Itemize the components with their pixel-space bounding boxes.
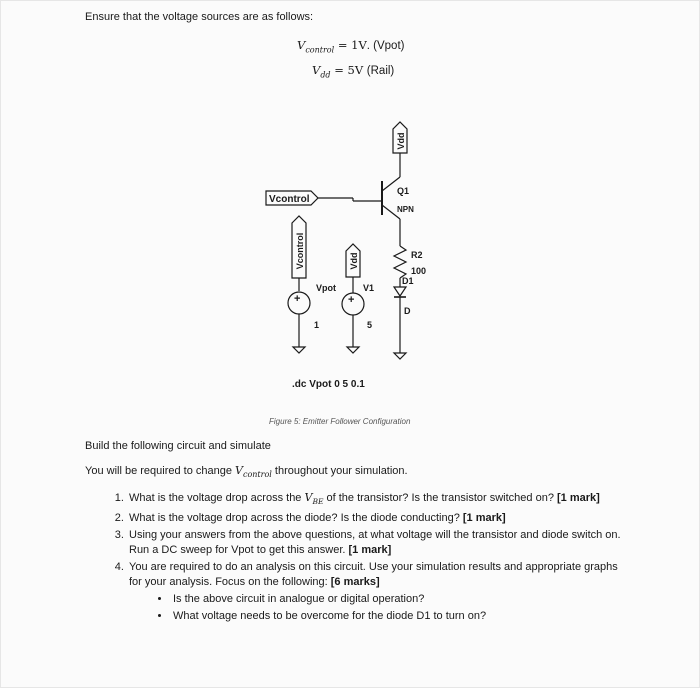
vcontrol-input-label: Vcontrol bbox=[269, 194, 310, 205]
bullet-item: • Is the above circuit in analogue or digital operation? bbox=[171, 592, 627, 607]
v1-value: 5 bbox=[367, 320, 373, 330]
question-4: 4. You are required to do an analysis on this circuit. Use your simulation results and appropriate graphs for your analysis. Focus on the following: [6 marks] • Is the above circuit in analogue or digital operation? • What voltage needs to be overcome for the diode D1 to turn on? bbox=[127, 560, 627, 624]
v1-label: V1 bbox=[363, 283, 375, 293]
d1-label: D1 bbox=[402, 276, 414, 286]
marks-badge: [6 marks] bbox=[330, 576, 380, 589]
vdd-rail-label: Vdd bbox=[396, 132, 406, 150]
q1-label: Q1 bbox=[397, 186, 410, 196]
question-list bbox=[107, 490, 627, 626]
vpot-label: Vpot bbox=[316, 283, 336, 293]
marks-badge: [1 mark] bbox=[557, 492, 600, 504]
bullet-item: • What voltage needs to be overcome for the diode D1 to turn on? bbox=[171, 609, 627, 624]
spice-directive: .dc Vpot 0 5 0.1 bbox=[292, 379, 365, 390]
marks-badge: [1 mark] bbox=[462, 512, 506, 525]
vcontrol-source-label: Vcontrol bbox=[295, 232, 305, 270]
plus-sign-vpot: + bbox=[294, 293, 301, 305]
question-1: 1. What is the voltage drop across the $V_{BE}$ of the transistor? Is the transistor switched on? [1 mark] bbox=[127, 490, 627, 509]
change-instruction: You will be required to change $V_{control}$ throughout your simulation. bbox=[85, 464, 408, 480]
question-4-bullets bbox=[129, 592, 627, 624]
r2-value: 100 bbox=[411, 266, 427, 276]
r2-resistor bbox=[394, 246, 406, 278]
equation-vdd: $V_{dd} = 5V$ (Rail) bbox=[312, 63, 395, 80]
equation-vcontrol: $V_{control} = 1V$. (Vpot) bbox=[297, 38, 405, 55]
plus-sign-v1: + bbox=[348, 294, 355, 306]
d1-diode-body bbox=[394, 287, 406, 296]
question-2: 2. What is the voltage drop across the diode? Is the diode conducting? [1 mark] bbox=[127, 511, 627, 526]
ground-icon-v1 bbox=[347, 347, 359, 353]
question-3: 3. Using your answers from the above questions, at what voltage will the transistor and diode switch on. Run a DC sweep for Vpot to get this answer. [1 mark] bbox=[127, 528, 627, 558]
vpot-value: 1 bbox=[314, 320, 320, 330]
d-model-label: D bbox=[404, 306, 411, 316]
npn-label: NPN bbox=[397, 205, 414, 214]
vdd-source-label: Vdd bbox=[349, 252, 359, 270]
ground-icon-vpot bbox=[293, 347, 305, 353]
figure-caption: Figure 5: Emitter Follower Configuration bbox=[269, 417, 411, 426]
marks-badge: [1 mark] bbox=[348, 544, 392, 557]
circuit-schematic bbox=[1, 1, 700, 411]
intro-text: Ensure that the voltage sources are as follows: bbox=[85, 11, 314, 23]
ground-icon-d1 bbox=[394, 353, 406, 359]
r2-label: R2 bbox=[411, 250, 423, 260]
build-instruction: Build the following circuit and simulate bbox=[85, 440, 271, 452]
